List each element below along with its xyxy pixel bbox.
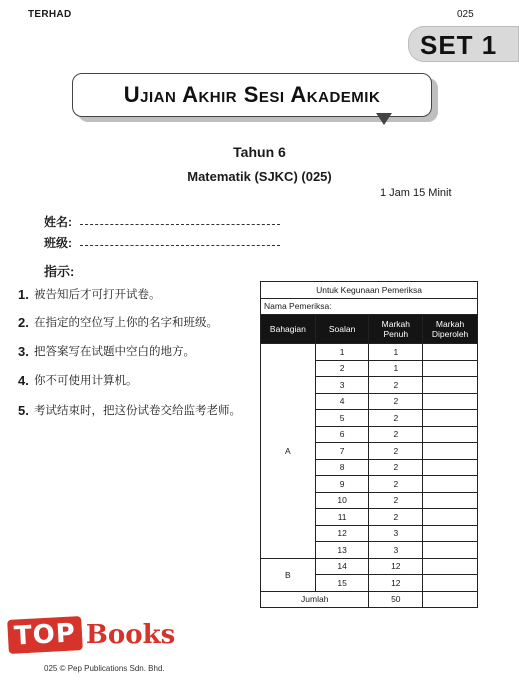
obtained-marks-cell[interactable]: [423, 476, 478, 493]
table-row: [261, 558, 478, 575]
full-marks: 2: [369, 426, 423, 443]
header-markah-diperoleh: Markah Diperoleh: [423, 315, 478, 344]
total-obtained-cell[interactable]: [423, 591, 478, 608]
header-bahagian: Bahagian: [261, 315, 316, 344]
classification-label: TERHAD: [28, 9, 72, 20]
obtained-marks-cell[interactable]: [423, 558, 478, 575]
question-number: 14: [315, 558, 369, 575]
question-number: 4: [315, 393, 369, 410]
title-banner: [72, 73, 432, 117]
paper-code: 025: [457, 9, 474, 20]
obtained-marks-cell[interactable]: [423, 492, 478, 509]
full-marks: 2: [369, 509, 423, 526]
instruction-number: 1.: [18, 287, 29, 302]
question-number: 8: [315, 459, 369, 476]
class-input-line[interactable]: [80, 245, 280, 246]
question-number: 15: [315, 575, 369, 592]
watermark-top: TOP: [7, 616, 83, 654]
full-marks: 2: [369, 410, 423, 427]
header-markah-penuh: Markah Penuh: [369, 315, 423, 344]
obtained-marks-cell[interactable]: [423, 575, 478, 592]
section-b-rows: [261, 558, 478, 591]
name-input-line[interactable]: [80, 224, 280, 225]
set-label: SET 1: [420, 30, 498, 60]
question-number: 11: [315, 509, 369, 526]
instruction-text: 考试结束时，把这份试卷交给监考老师。: [34, 405, 241, 417]
obtained-marks-cell[interactable]: [423, 509, 478, 526]
full-marks: 3: [369, 525, 423, 542]
question-number: 5: [315, 410, 369, 427]
instruction-item: [18, 403, 250, 419]
full-marks: 12: [369, 558, 423, 575]
duration-label: 1 Jam 15 Minit: [380, 187, 452, 199]
instruction-text: 被告知后才可打开试卷。: [34, 289, 161, 301]
question-number: 7: [315, 443, 369, 460]
obtained-marks-cell[interactable]: [423, 443, 478, 460]
obtained-marks-cell[interactable]: [423, 344, 478, 361]
instruction-item: [18, 344, 250, 360]
topbooks-watermark: [8, 618, 175, 652]
class-field[interactable]: [44, 234, 280, 251]
instruction-text: 你不可使用计算机。: [34, 375, 138, 387]
exam-title: Ujian Akhir Sesi Akademik: [123, 82, 381, 107]
header-soalan: Soalan: [315, 315, 369, 344]
section-label: A: [261, 344, 316, 559]
full-marks: 12: [369, 575, 423, 592]
question-number: 2: [315, 360, 369, 377]
instruction-number: 2.: [18, 315, 29, 330]
instruction-text: 把答案写在试题中空白的地方。: [34, 346, 195, 358]
obtained-marks-cell[interactable]: [423, 525, 478, 542]
name-label: 姓名:: [44, 215, 72, 229]
table-row: [261, 344, 478, 361]
year-label: Tahun 6: [233, 144, 286, 160]
full-marks: 2: [369, 476, 423, 493]
full-marks: 1: [369, 360, 423, 377]
obtained-marks-cell[interactable]: [423, 426, 478, 443]
full-marks: 2: [369, 459, 423, 476]
speech-tail-icon: [376, 113, 392, 125]
total-value: 50: [369, 591, 423, 608]
examiner-table-title: Untuk Kegunaan Pemeriksa: [261, 282, 478, 299]
obtained-marks-cell[interactable]: [423, 377, 478, 394]
obtained-marks-cell[interactable]: [423, 393, 478, 410]
instruction-text: 在指定的空位写上你的名字和班级。: [34, 317, 218, 329]
instruction-number: 5.: [18, 403, 29, 418]
question-number: 9: [315, 476, 369, 493]
obtained-marks-cell[interactable]: [423, 542, 478, 559]
full-marks: 2: [369, 393, 423, 410]
class-label: 班级:: [44, 236, 72, 250]
full-marks: 2: [369, 492, 423, 509]
examiner-name-field[interactable]: Nama Pemeriksa:: [261, 298, 478, 315]
subject-label: Matematik (SJKC) (025): [187, 169, 332, 184]
question-number: 12: [315, 525, 369, 542]
obtained-marks-cell[interactable]: [423, 360, 478, 377]
question-number: 6: [315, 426, 369, 443]
question-number: 10: [315, 492, 369, 509]
question-number: 1: [315, 344, 369, 361]
name-field[interactable]: [44, 213, 280, 230]
obtained-marks-cell[interactable]: [423, 459, 478, 476]
full-marks: 3: [369, 542, 423, 559]
instruction-item: [18, 315, 250, 331]
instructions-heading: 指示:: [44, 264, 75, 279]
watermark-books: Books: [85, 620, 176, 650]
instruction-item: [18, 373, 250, 389]
question-number: 3: [315, 377, 369, 394]
copyright-footer: 025 © Pep Publications Sdn. Bhd.: [44, 664, 165, 673]
instruction-number: 3.: [18, 344, 29, 359]
obtained-marks-cell[interactable]: [423, 410, 478, 427]
instruction-item: [18, 287, 250, 303]
total-label: Jumlah: [261, 591, 369, 608]
examiner-table: [260, 281, 478, 608]
instruction-number: 4.: [18, 373, 29, 388]
full-marks: 1: [369, 344, 423, 361]
full-marks: 2: [369, 443, 423, 460]
section-a-rows: [261, 344, 478, 559]
section-label: B: [261, 558, 316, 591]
full-marks: 2: [369, 377, 423, 394]
question-number: 13: [315, 542, 369, 559]
